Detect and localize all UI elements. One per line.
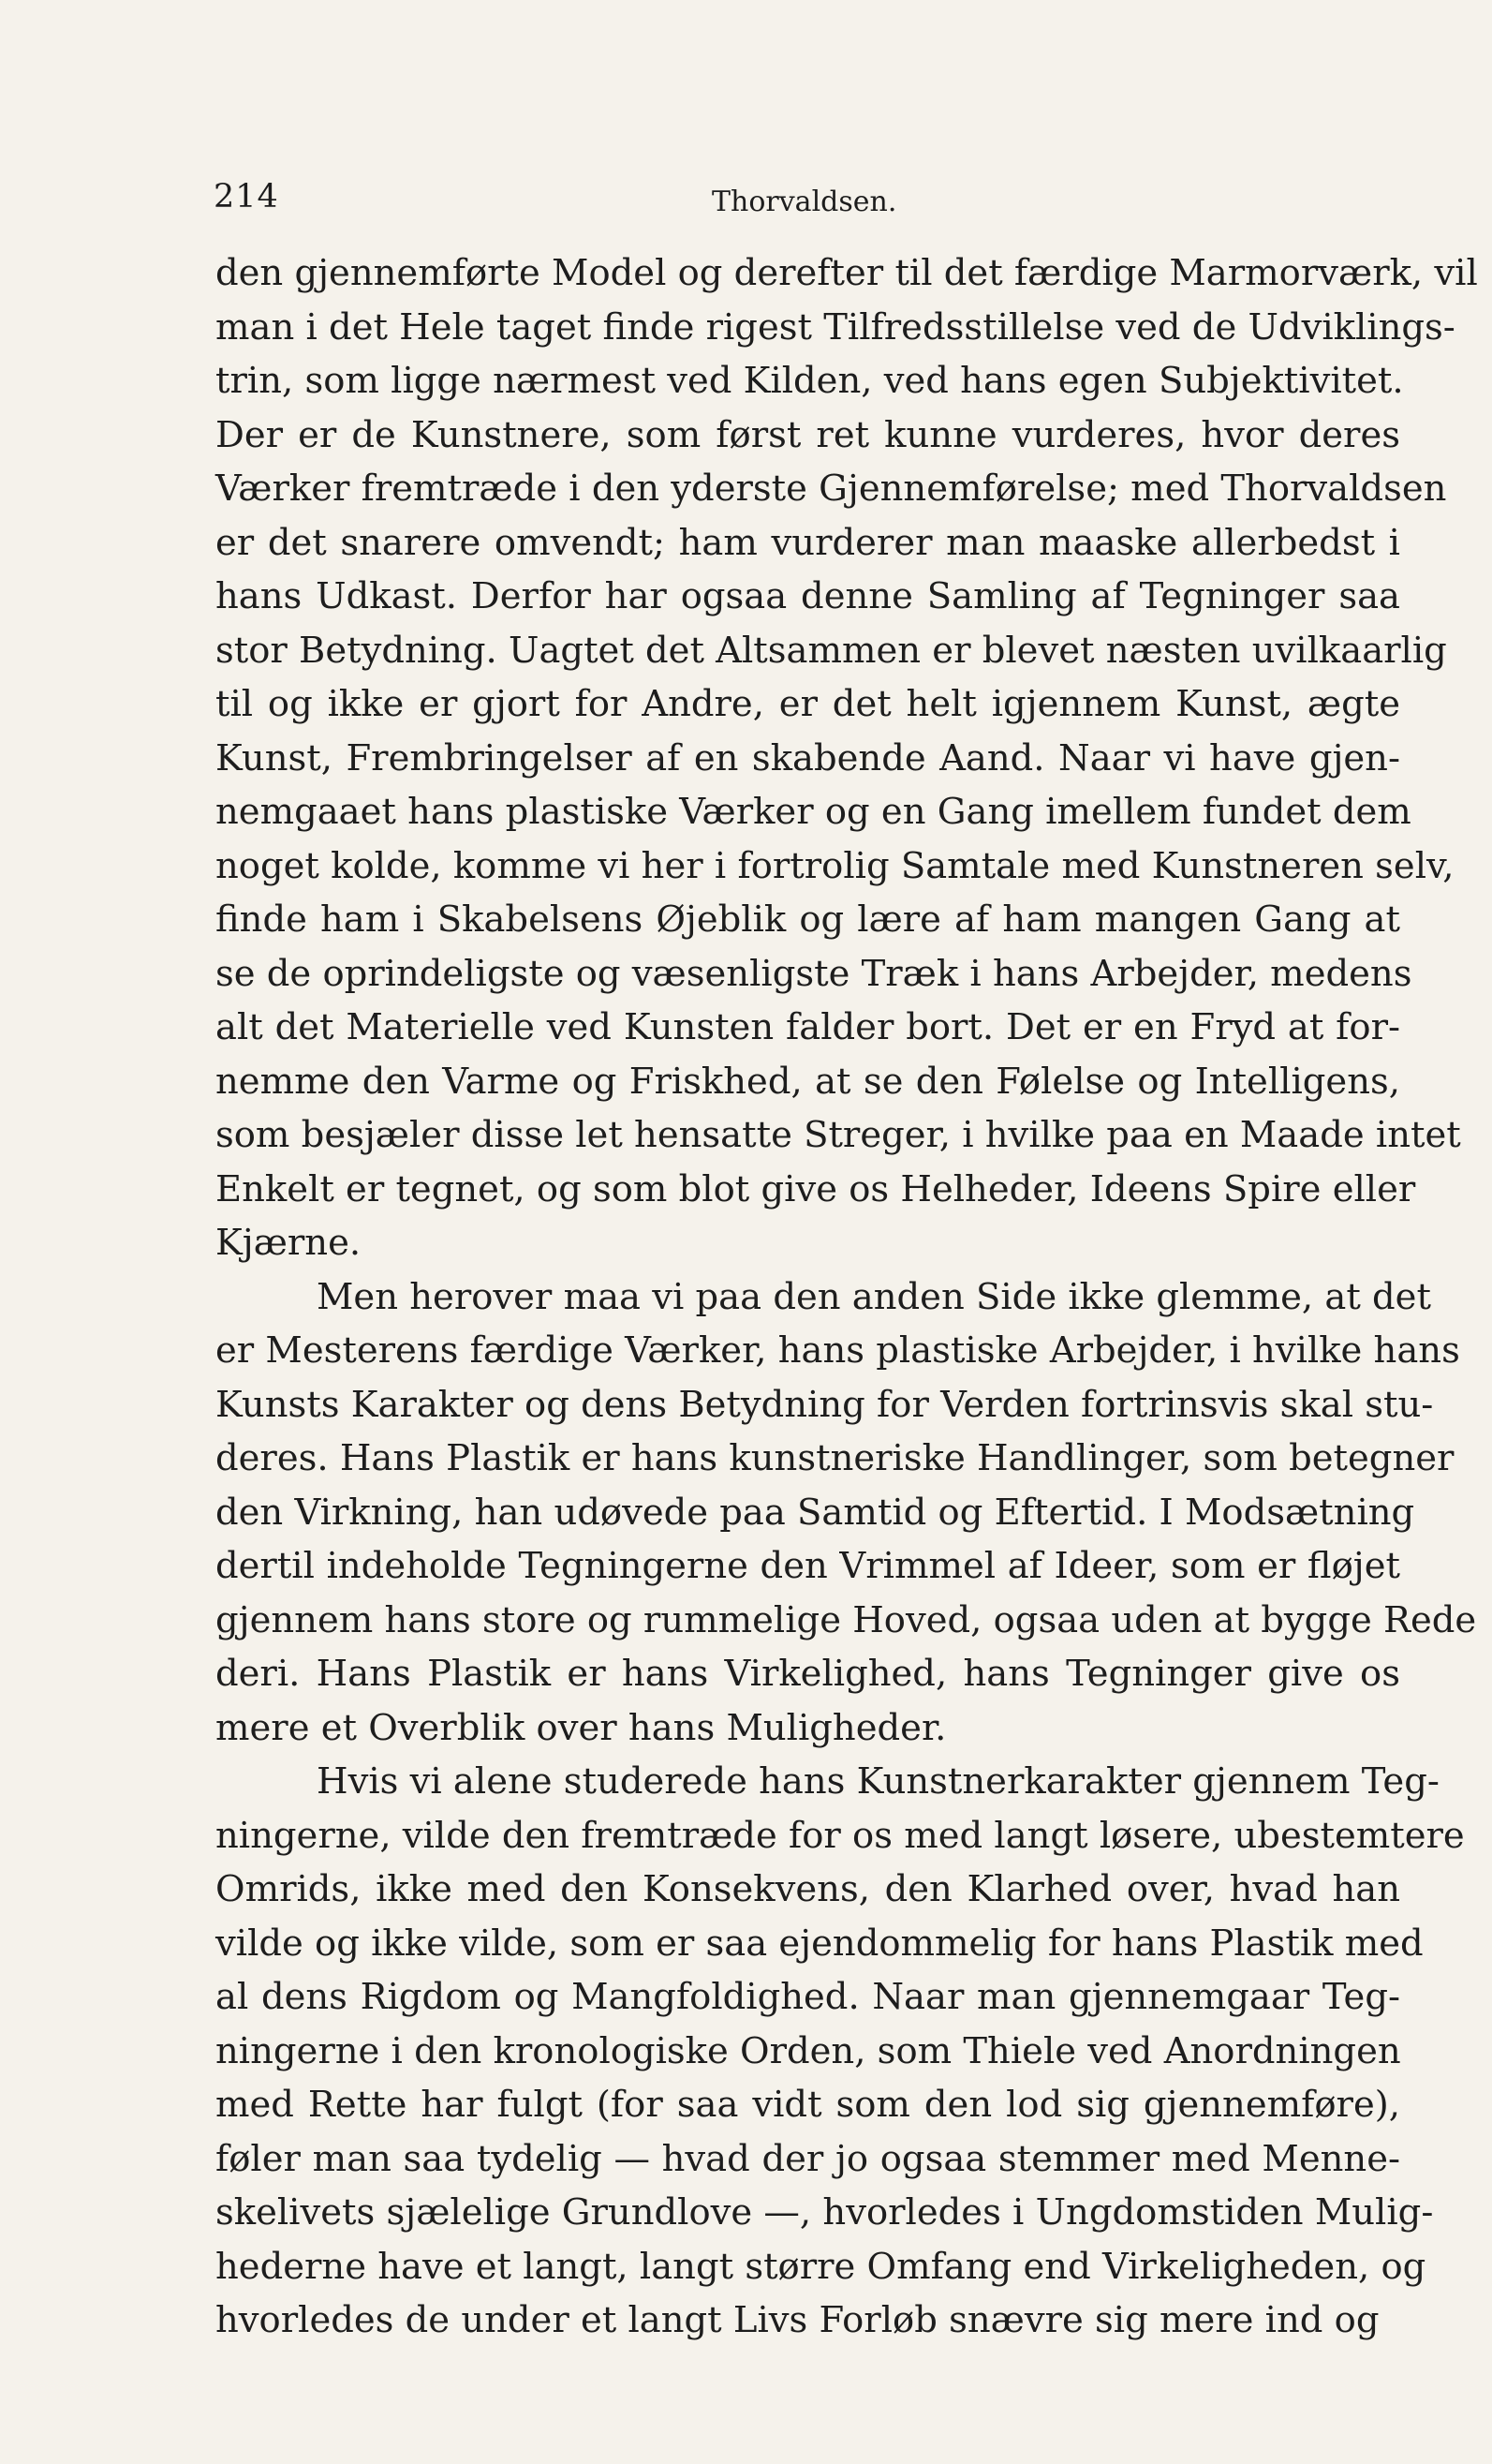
text-line: ningerne i den kronologiske Orden, som Thiele ved Anordningen <box>215 2029 1401 2072</box>
text-line: hans Udkast. Derfor har ogsaa denne Samling af Tegninger saa <box>215 575 1400 617</box>
text-line: nemgaaet hans plastiske Værker og en Gang imellem fundet dem <box>215 791 1411 833</box>
text-line: deri. Hans Plastik er hans Virkelighed, hans Tegninger give os <box>215 1653 1400 1695</box>
text-line: hederne have et langt, langt større Omfang end Virkeligheden, og <box>215 2245 1426 2288</box>
text-line: trin, som ligge nærmest ved Kilden, ved hans egen Subjektivitet. <box>215 360 1404 402</box>
text-line: Kunsts Karakter og dens Betydning for Verden fortrinsvis skal stu- <box>215 1383 1434 1426</box>
text-line: Kjærne. <box>215 1222 362 1264</box>
paragraph <box>215 1270 1477 1756</box>
text-line: se de oprindeligste og væsenligste Træk i hans Arbejder, medens <box>215 952 1412 995</box>
text-line: al dens Rigdom og Mangfoldighed. Naar man gjennemgaar Teg- <box>215 1976 1400 2018</box>
text-line: den Virkning, han udøvede paa Samtid og Eftertid. I Modsætning <box>215 1491 1415 1534</box>
text-line: gjennem hans store og rummelige Hoved, ogsaa uden at bygge Rede <box>215 1598 1477 1641</box>
text-line: skelivets sjælelige Grundlove —, hvorledes i Ungdomstiden Mulig- <box>215 2191 1434 2234</box>
text-line: til og ikke er gjort for Andre, er det helt igjennem Kunst, ægte <box>215 683 1400 725</box>
text-line: er det snarere omvendt; ham vurderer man maaske allerbedst i <box>215 521 1400 564</box>
text-line: stor Betydning. Uagtet det Altsammen er blevet næsten uvilkaarlig <box>215 629 1447 672</box>
page-header <box>214 178 1403 225</box>
text-line: Hvis vi alene studerede hans Kunstnerkarakter gjennem Teg- <box>317 1760 1440 1803</box>
text-line: alt det Materielle ved Kunsten falder bort. Det er en Fryd at for- <box>215 1006 1400 1048</box>
text-line: som besjæler disse let hensatte Streger, i hvilke paa en Maade intet <box>215 1114 1461 1156</box>
text-line: ningerne, vilde den fremtræde for os med langt løsere, ubestemtere <box>215 1814 1465 1857</box>
text-line: Værker fremtræde i den yderste Gjennemførelse; med Thorvaldsen <box>215 468 1447 510</box>
paragraph <box>215 1755 1465 2348</box>
body-text <box>215 246 1478 2348</box>
text-line: Men herover maa vi paa den anden Side ikke glemme, at det <box>317 1275 1431 1318</box>
text-line: mere et Overblik over hans Muligheder. <box>215 1706 947 1749</box>
text-line: nemme den Varme og Friskhed, at se den Følelse og Intelligens, <box>215 1060 1400 1103</box>
page-number: 214 <box>214 178 279 215</box>
text-line: med Rette har fulgt (for saa vidt som den lod sig gjennemføre), <box>215 2084 1400 2126</box>
text-line: noget kolde, komme vi her i fortrolig Samtale med Kunstneren selv, <box>215 844 1455 887</box>
text-line: man i det Hele taget finde rigest Tilfredsstillelse ved de Udviklings- <box>215 305 1455 349</box>
text-line: den gjennemførte Model og derefter til det færdige Marmorværk, vil <box>215 252 1478 294</box>
text-line: Enkelt er tegnet, og som blot give os Helheder, Ideens Spire eller <box>215 1167 1416 1210</box>
running-title: Thorvaldsen. <box>712 186 897 218</box>
text-line: hvorledes de under et langt Livs Forløb snævre sig mere ind og <box>215 2299 1380 2341</box>
text-line: finde ham i Skabelsens Øjeblik og lære af ham mangen Gang at <box>215 898 1400 941</box>
text-line: Kunst, Frembringelser af en skabende Aand. Naar vi have gjen- <box>215 736 1400 779</box>
text-line: er Mesterens færdige Værker, hans plastiske Arbejder, i hvilke hans <box>215 1329 1460 1372</box>
text-line: vilde og ikke vilde, som er saa ejendommelig for hans Plastik med <box>215 1922 1424 1965</box>
text-line: Omrids, ikke med den Konsekvens, den Klarhed over, hvad han <box>215 1868 1400 1910</box>
text-line: Der er de Kunstnere, som først ret kunne vurderes, hvor deres <box>215 413 1400 456</box>
text-line: dertil indeholde Tegningerne den Vrimmel af Ideer, som er fløjet <box>215 1545 1400 1587</box>
text-line: føler man saa tydelig — hvad der jo ogsaa stemmer med Menne- <box>215 2137 1400 2180</box>
paragraph <box>215 246 1478 1270</box>
text-line: deres. Hans Plastik er hans kunstneriske Handlinger, som betegner <box>215 1437 1455 1479</box>
